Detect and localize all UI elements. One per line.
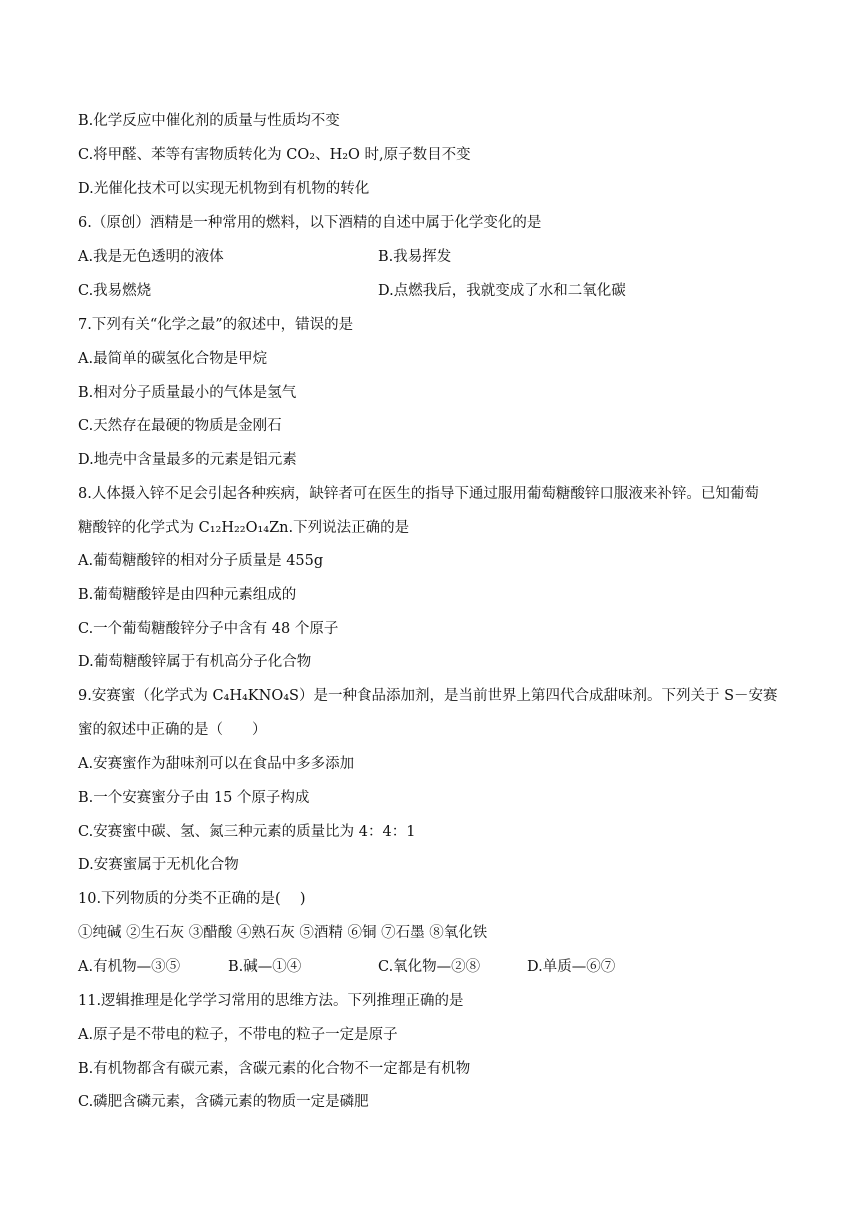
q11-option-a: A.原子是不带电的粒子，不带电的粒子一定是原子 [78,1027,398,1043]
q10-option-a: A.有机物—③⑤ [78,959,181,975]
q10-option-d: D.单质—⑥⑦ [527,959,616,975]
q7-option-b: B.相对分子质量最小的气体是氢气 [78,385,297,401]
q8-option-d: D.葡萄糖酸锌属于有机高分子化合物 [78,654,312,670]
q6-option-a: A.我是无色透明的液体 [78,249,224,265]
q7-stem: 7.下列有关“化学之最”的叙述中，错误的是 [78,317,354,333]
q9-option-a: A.安赛蜜作为甜味剂可以在食品中多多添加 [78,756,355,772]
q6-option-d: D.点燃我后，我就变成了水和二氧化碳 [378,283,626,299]
q7-option-d: D.地壳中含量最多的元素是铝元素 [78,452,297,468]
q5-option-b: B.化学反应中催化剂的质量与性质均不变 [78,113,340,129]
q10-items: ①纯碱 ②生石灰 ③醋酸 ④熟石灰 ⑤酒精 ⑥铜 ⑦石墨 ⑧氧化铁 [78,925,488,941]
q5-option-c: C.将甲醛、苯等有害物质转化为 CO₂、H₂O 时,原子数目不变 [78,147,471,163]
q9-stem-line1: 9.安赛蜜（化学式为 C₄H₄KNO₄S）是一种食品添加剂，是当前世界上第四代合成甜味剂。下列关于 S－安赛 [78,688,778,704]
q9-stem-line2: 蜜的叙述中正确的是（ ） [78,722,267,738]
q8-option-c: C.一个葡萄糖酸锌分子中含有 48 个原子 [78,621,339,637]
q6-option-c: C.我易燃烧 [78,283,152,299]
q11-option-c: C.磷肥含磷元素，含磷元素的物质一定是磷肥 [78,1094,369,1110]
q8-stem-line2: 糖酸锌的化学式为 C₁₂H₂₂O₁₄Zn.下列说法正确的是 [78,520,410,536]
q10-option-b: B.碱—①④ [228,959,302,975]
q11-option-b: B.有机物都含有碳元素，含碳元素的化合物不一定都是有机物 [78,1061,471,1077]
q5-option-d: D.光催化技术可以实现无机物到有机物的转化 [78,181,370,197]
q7-option-a: A.最简单的碳氢化合物是甲烷 [78,351,268,367]
q6-option-b: B.我易挥发 [378,249,452,265]
q9-option-d: D.安赛蜜属于无机化合物 [78,857,239,873]
q10-stem: 10.下列物质的分类不正确的是( ) [78,891,306,907]
q9-option-c: C.安赛蜜中碳、氢、氮三种元素的质量比为 4：4：1 [78,824,416,840]
q11-stem: 11.逻辑推理是化学学习常用的思维方法。下列推理正确的是 [78,993,464,1009]
q6-stem: 6.（原创）酒精是一种常用的燃料，以下酒精的自述中属于化学变化的是 [78,215,542,231]
q8-option-a: A.葡萄糖酸锌的相对分子质量是 455g [78,553,324,569]
q8-option-b: B.葡萄糖酸锌是由四种元素组成的 [78,587,297,603]
q10-option-c: C.氧化物—②⑧ [378,959,481,975]
q7-option-c: C.天然存在最硬的物质是金刚石 [78,418,282,434]
q9-option-b: B.一个安赛蜜分子由 15 个原子构成 [78,790,310,806]
q8-stem-line1: 8.人体摄入锌不足会引起各种疾病，缺锌者可在医生的指导下通过服用葡萄糖酸锌口服液来补锌。已知葡萄 [78,486,759,502]
